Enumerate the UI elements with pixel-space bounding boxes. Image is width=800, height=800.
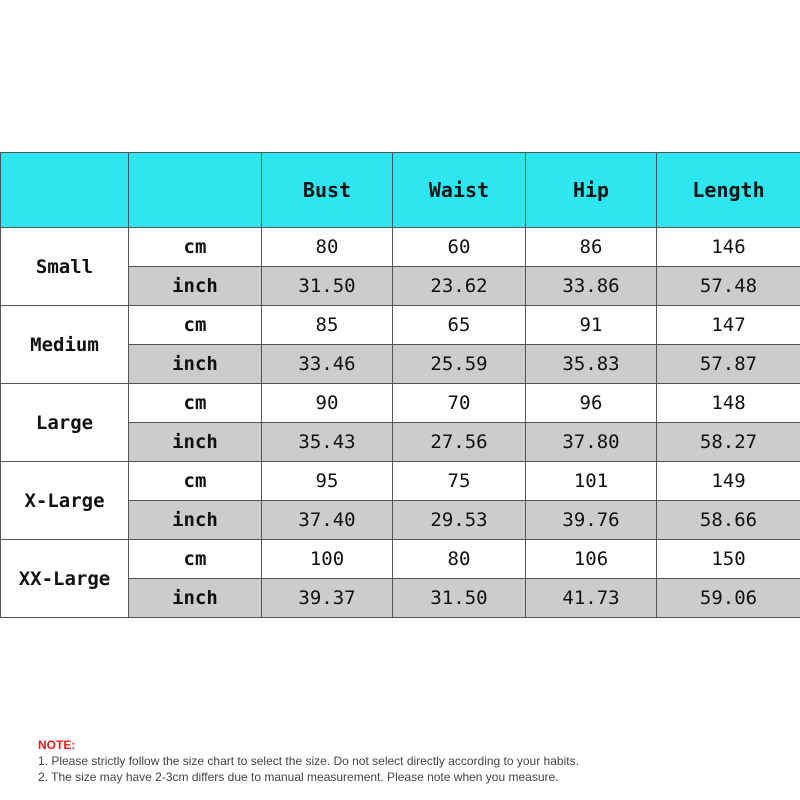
table-row	[1, 306, 800, 345]
unit-cell: inch	[129, 501, 262, 540]
size-chart-table	[0, 152, 800, 618]
table-row	[1, 228, 800, 267]
value-cell: 147	[657, 306, 800, 345]
value-cell: 70	[393, 384, 526, 423]
header-hip: Hip	[526, 153, 657, 228]
value-cell: 57.87	[657, 345, 800, 384]
value-cell: 75	[393, 462, 526, 501]
value-cell: 35.83	[526, 345, 657, 384]
value-cell: 146	[657, 228, 800, 267]
unit-cell: inch	[129, 345, 262, 384]
header-waist: Waist	[393, 153, 526, 228]
size-name-cell: Small	[1, 228, 129, 306]
value-cell: 96	[526, 384, 657, 423]
unit-cell: inch	[129, 423, 262, 462]
value-cell: 80	[262, 228, 393, 267]
size-name-cell: Large	[1, 384, 129, 462]
value-cell: 29.53	[393, 501, 526, 540]
unit-cell: cm	[129, 540, 262, 579]
value-cell: 23.62	[393, 267, 526, 306]
unit-cell: inch	[129, 579, 262, 618]
table-row	[1, 462, 800, 501]
note-line: 1. Please strictly follow the size chart to select the size. Do not select directly according to your habits.	[38, 754, 579, 768]
value-cell: 148	[657, 384, 800, 423]
note-line: 2. The size may have 2-3cm differs due to manual measurement. Please note when you measure.	[38, 770, 559, 784]
unit-cell: inch	[129, 267, 262, 306]
table-row	[1, 540, 800, 579]
header-bust: Bust	[262, 153, 393, 228]
value-cell: 60	[393, 228, 526, 267]
value-cell: 33.46	[262, 345, 393, 384]
value-cell: 37.80	[526, 423, 657, 462]
value-cell: 27.56	[393, 423, 526, 462]
unit-cell: cm	[129, 306, 262, 345]
value-cell: 149	[657, 462, 800, 501]
value-cell: 58.66	[657, 501, 800, 540]
note-title: NOTE:	[38, 738, 76, 752]
note-block	[38, 737, 579, 785]
unit-cell: cm	[129, 462, 262, 501]
value-cell: 80	[393, 540, 526, 579]
header-cell	[129, 153, 262, 228]
value-cell: 85	[262, 306, 393, 345]
table-row	[1, 384, 800, 423]
unit-cell: cm	[129, 228, 262, 267]
value-cell: 31.50	[262, 267, 393, 306]
value-cell: 33.86	[526, 267, 657, 306]
value-cell: 31.50	[393, 579, 526, 618]
value-cell: 86	[526, 228, 657, 267]
value-cell: 150	[657, 540, 800, 579]
unit-cell: cm	[129, 384, 262, 423]
value-cell: 95	[262, 462, 393, 501]
value-cell: 100	[262, 540, 393, 579]
size-name-cell: X-Large	[1, 462, 129, 540]
header-row	[1, 153, 800, 228]
value-cell: 37.40	[262, 501, 393, 540]
value-cell: 65	[393, 306, 526, 345]
value-cell: 59.06	[657, 579, 800, 618]
value-cell: 91	[526, 306, 657, 345]
size-name-cell: Medium	[1, 306, 129, 384]
header-length: Length	[657, 153, 800, 228]
header-cell	[1, 153, 129, 228]
value-cell: 25.59	[393, 345, 526, 384]
value-cell: 90	[262, 384, 393, 423]
value-cell: 39.76	[526, 501, 657, 540]
size-name-cell: XX-Large	[1, 540, 129, 618]
value-cell: 57.48	[657, 267, 800, 306]
value-cell: 35.43	[262, 423, 393, 462]
value-cell: 39.37	[262, 579, 393, 618]
value-cell: 101	[526, 462, 657, 501]
value-cell: 41.73	[526, 579, 657, 618]
value-cell: 58.27	[657, 423, 800, 462]
value-cell: 106	[526, 540, 657, 579]
